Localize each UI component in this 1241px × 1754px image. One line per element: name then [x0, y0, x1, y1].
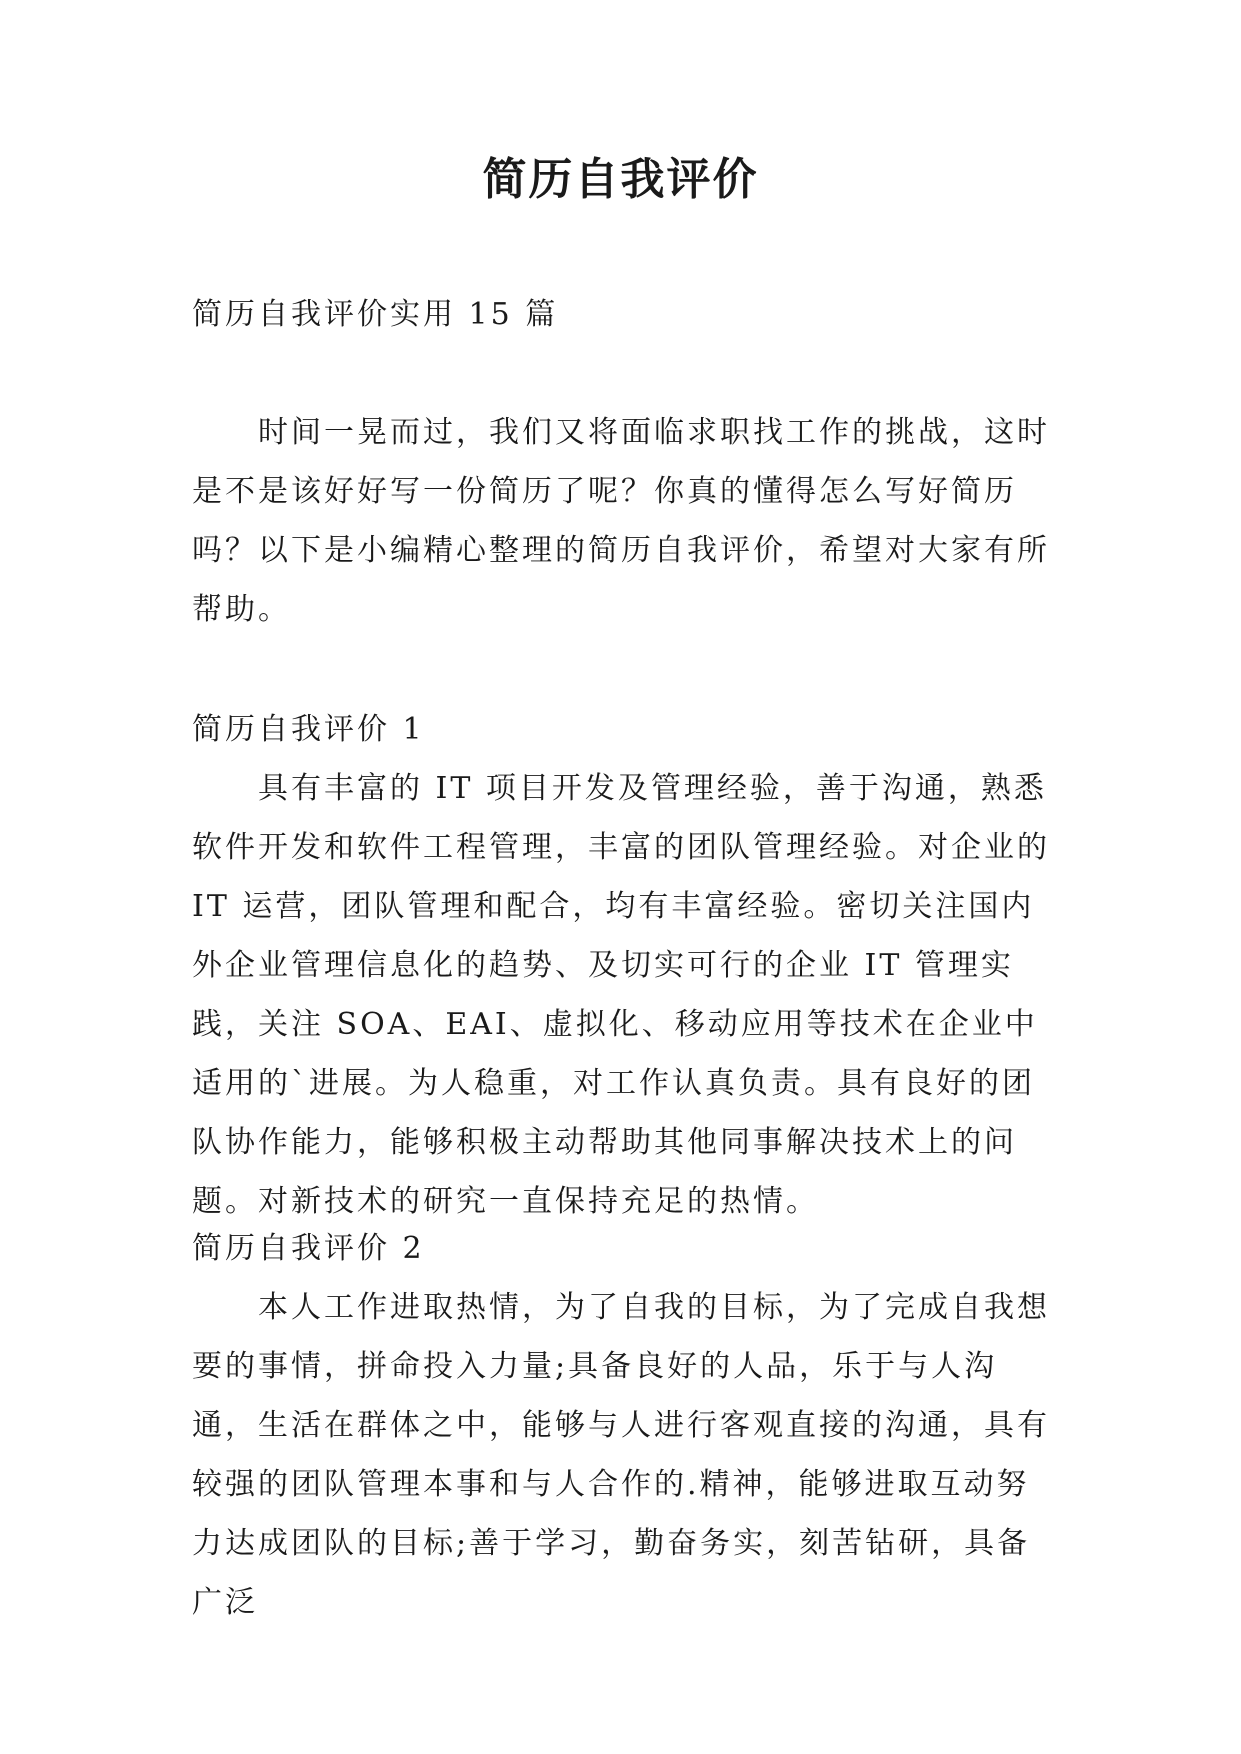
section-paragraph: 本人工作进取热情，为了自我的目标，为了完成自我想要的事情，拼命投入力量;具备良好的人品，乐于与人沟通，生活在群体之中，能够与人进行客观直接的沟通，具有较强的团队管理本事和与人合作的.精神，能够进取互动努力达成团队的目标;善于学习，勤奋务实，刻苦钻研，具备广泛	[192, 1290, 1050, 1620]
document-subtitle: 简历自我评价实用 15 篇	[192, 297, 559, 332]
document-title: 简历自我评价	[482, 154, 759, 205]
section-heading: 简历自我评价 1	[192, 712, 425, 747]
section-paragraph: 具有丰富的 IT 项目开发及管理经验，善于沟通，熟悉软件开发和软件工程管理，丰富的团队管理经验。对企业的 IT 运营，团队管理和配合，均有丰富经验。密切关注国内外企业管理信息化的趋势、及切实可行的企业 IT 管理实践，关注 SOA、EAI、虚拟化、移动应用等技术在企业中适用的`进展。为人稳重，对工作认真负责。具有良好的团队协作能力，能够积极主动帮助其他同事解决技术上的问题。对新技术的研究一直保持充足的热情。	[192, 771, 1050, 1219]
intro-paragraph: 时间一晃而过，我们又将面临求职找工作的挑战，这时是不是该好好写一份简历了呢？你真的懂得怎么写好简历吗？以下是小编精心整理的简历自我评价，希望对大家有所帮助。	[192, 415, 1050, 627]
section-heading: 简历自我评价 2	[192, 1231, 425, 1266]
